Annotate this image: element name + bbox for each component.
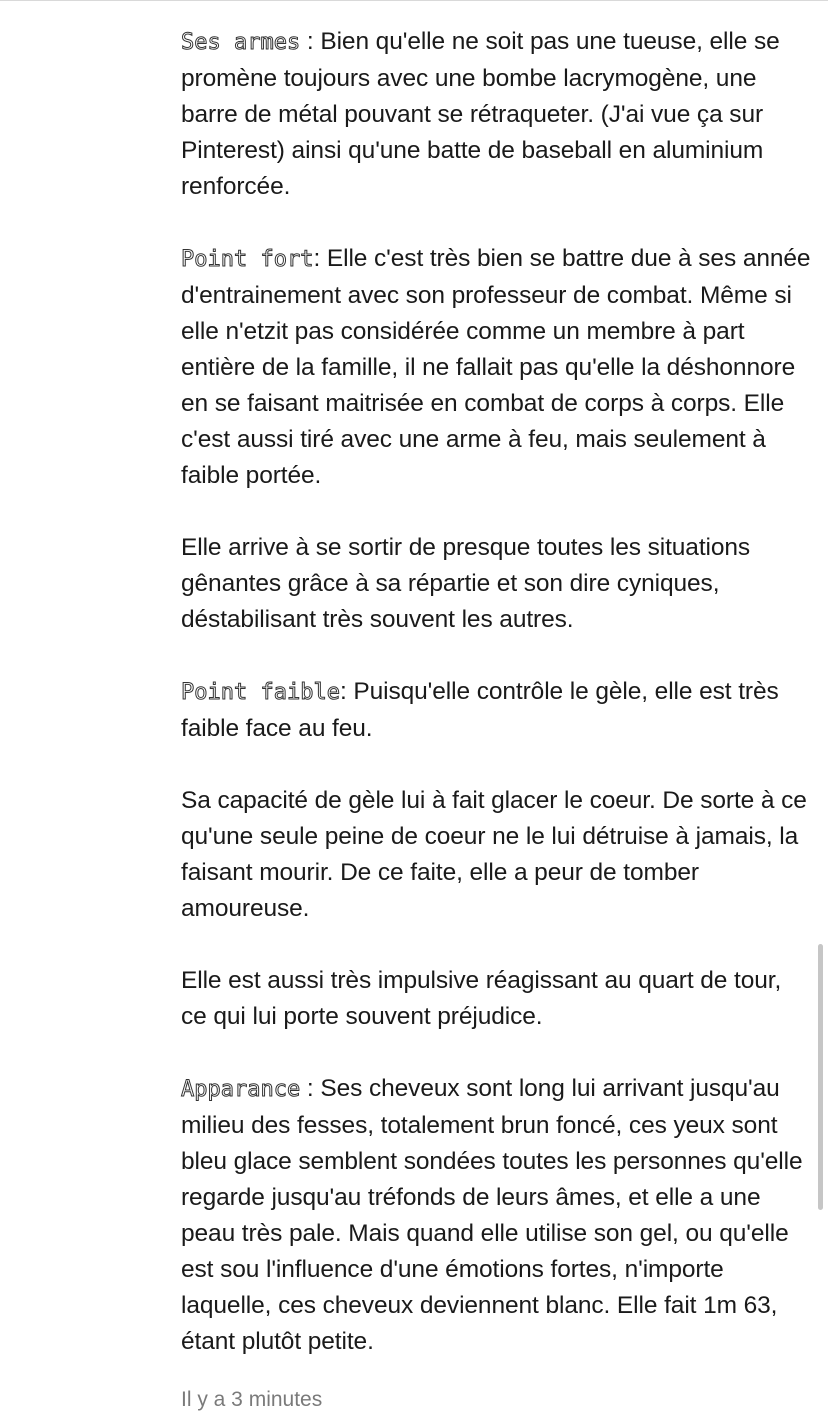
paragraph-repartee xyxy=(181,530,811,638)
section-label-strength: Point fort xyxy=(181,247,314,272)
paragraph-appearance: Apparance : Ses cheveux sont long lui arrivant jusqu'au milieu des fesses, totalement brun foncé, ces yeux sont bleu glace semblent sondées toutes les personnes qu'elle regarde jusqu'au tréfonds de leurs âmes, et elle a une peau très pale. Mais quand elle utilise son gel, ou qu'elle est sou l'influence d'une émotions fortes, n'importe laquelle, ces cheveux deviennent blanc. Elle fait 1m 63, étant plutôt petite. xyxy=(181,1075,803,1355)
section-label-weakness: Point faible xyxy=(181,680,340,705)
paragraph-text: Elle est aussi très impulsive réagissant au quart de tour, ce qui lui porte souvent préjudice. xyxy=(181,967,782,1030)
paragraph-text: Bien qu'elle ne soit pas une tueuse, elle se promène toujours avec une bombe lacrymogène, une barre de métal pouvant se rétraqueter. (J'ai vue ça sur Pinterest) ainsi qu'une batte de baseball en aluminium renforcée. xyxy=(181,28,780,200)
paragraph-impulsive xyxy=(181,963,811,1035)
paragraph-text: Ses cheveux sont long lui arrivant jusqu'au milieu des fesses, totalement brun foncé, ces yeux sont bleu glace semblent sondées toutes les personnes qu'elle regarde jusqu'au tréfonds de leurs âmes, et elle a une peau très pale. Mais quand elle utilise son gel, ou qu'elle est sou l'influence d'une émotions fortes, n'importe laquelle, ces cheveux deviennent blanc. Elle fait 1m 63, étant plutôt petite. xyxy=(181,1075,803,1355)
section-label-weapons: Ses armes xyxy=(181,30,301,55)
paragraph-weakness: Point faible: Puisqu'elle contrôle le gèle, elle est très faible face au feu. xyxy=(181,678,779,742)
paragraph-frozen-heart xyxy=(181,783,811,927)
scrollbar-thumb[interactable] xyxy=(818,944,823,1210)
paragraph-strength: Point fort: Elle c'est très bien se battre due à ses année d'entrainement avec son professeur de combat. Même si elle n'etzit pas considérée comme un membre à part entière de la famille, il ne fallait pas qu'elle la déshonnore en se faisant maitrisée en combat de corps à corps. Elle c'est aussi tiré avec une arme à feu, mais seulement à faible portée. xyxy=(181,245,811,489)
paragraph-text: Elle arrive à se sortir de presque toutes les situations gênantes grâce à sa répartie et son dire cyniques, déstabilisant très souvent les autres. xyxy=(181,534,751,633)
paragraph-text: Sa capacité de gèle lui à fait glacer le coeur. De sorte à ce qu'une seule peine de coeur ne le lui détruise à jamais, la faisant mourir. De ce faite, elle a peur de tomber amoureuse. xyxy=(181,787,807,922)
post-timestamp: Il y a 3 minutes xyxy=(181,1388,323,1411)
top-divider xyxy=(0,0,828,1)
section-label-appearance: Apparance xyxy=(181,1077,301,1102)
paragraph-text: Puisqu'elle contrôle le gèle, elle est très faible face au feu. xyxy=(181,678,779,742)
paragraph-text: Elle c'est très bien se battre due à ses année d'entrainement avec son professeur de combat. Même si elle n'etzit pas considérée comme un membre à part entière de la famille, il ne fallait pas qu'elle la déshonnore en se faisant maitrisée en combat de corps à corps. Elle c'est aussi tiré avec une arme à feu, mais seulement à faible portée. xyxy=(181,245,811,489)
post-body xyxy=(181,24,811,1396)
paragraph-weapons: Ses armes : Bien qu'elle ne soit pas une tueuse, elle se promène toujours avec une bombe lacrymogène, une barre de métal pouvant se rétraqueter. (J'ai vue ça sur Pinterest) ainsi qu'une batte de baseball en aluminium renforcée. xyxy=(181,28,780,200)
